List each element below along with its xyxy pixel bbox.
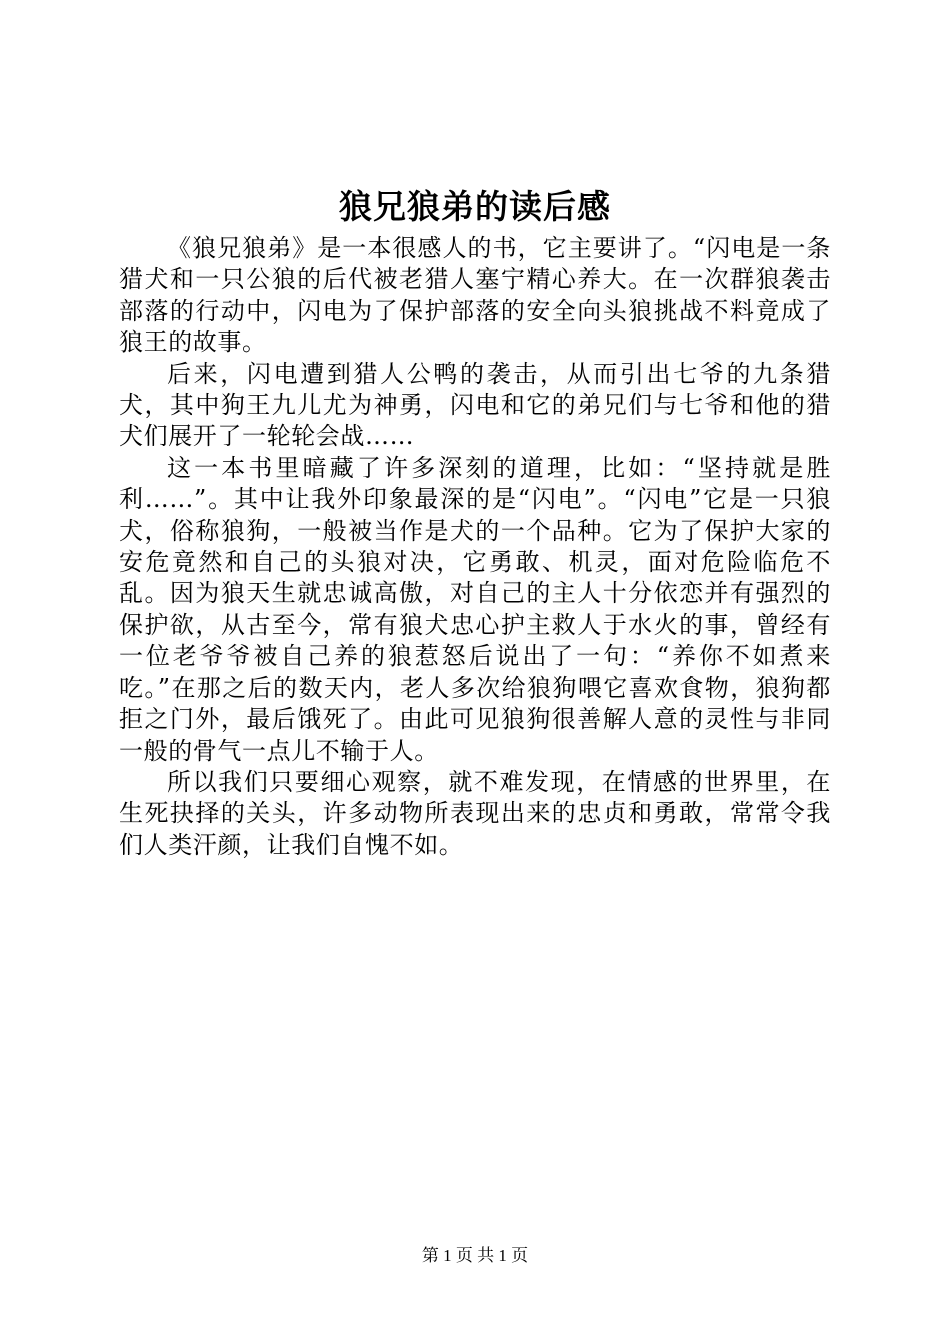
paragraph-1: 《狼兄狼弟》是一本很感人的书，它主要讲了。“闪电是一条猎犬和一只公狼的后代被老猎人塞宁精心养大。在一次群狼袭击部落的行动中，闪电为了保护部落的安全向头狼挑战不料竟成了狼王的故事。	[119, 234, 831, 357]
paragraph-2: 后来，闪电遭到猎人公鸭的袭击，从而引出七爷的九条猎犬，其中狗王九儿尤为神勇，闪电和它的弟兄们与七爷和他的猎犬们展开了一轮轮会战……	[119, 359, 831, 451]
document-body	[119, 233, 831, 861]
page-footer: 第 1 页 共 1 页	[421, 1246, 529, 1265]
paragraph-3: 这一本书里暗藏了许多深刻的道理，比如：“坚持就是胜利……”。其中让我外印象最深的是“闪电”。“闪电”它是一只狼犬，俗称狼狗，一般被当作是犬的一个品种。它为了保护大家的安危竟然和自己的头狼对决，它勇敢、机灵，面对危险临危不乱。因为狼天生就忠诚高傲，对自己的主人十分依恋并有强烈的保护欲，从古至今，常有狼犬忠心护主救人于水火的事，曾经有一位老爷爷被自己养的狼惹怒后说出了一句：“养你不如煮来吃。”在那之后的数天内，老人多次给狼狗喂它喜欢食物，狼狗都拒之门外，最后饿死了。由此可见狼狗很善解人意的灵性与非同一般的骨气一点儿不输于人。	[119, 453, 831, 765]
document-title: 狼兄狼弟的读后感	[339, 187, 611, 226]
paragraph-4: 所以我们只要细心观察，就不难发现，在情感的世界里，在生死抉择的关头，许多动物所表现出来的忠贞和勇敢，常常令我们人类汗颜，让我们自愧不如。	[119, 767, 831, 859]
